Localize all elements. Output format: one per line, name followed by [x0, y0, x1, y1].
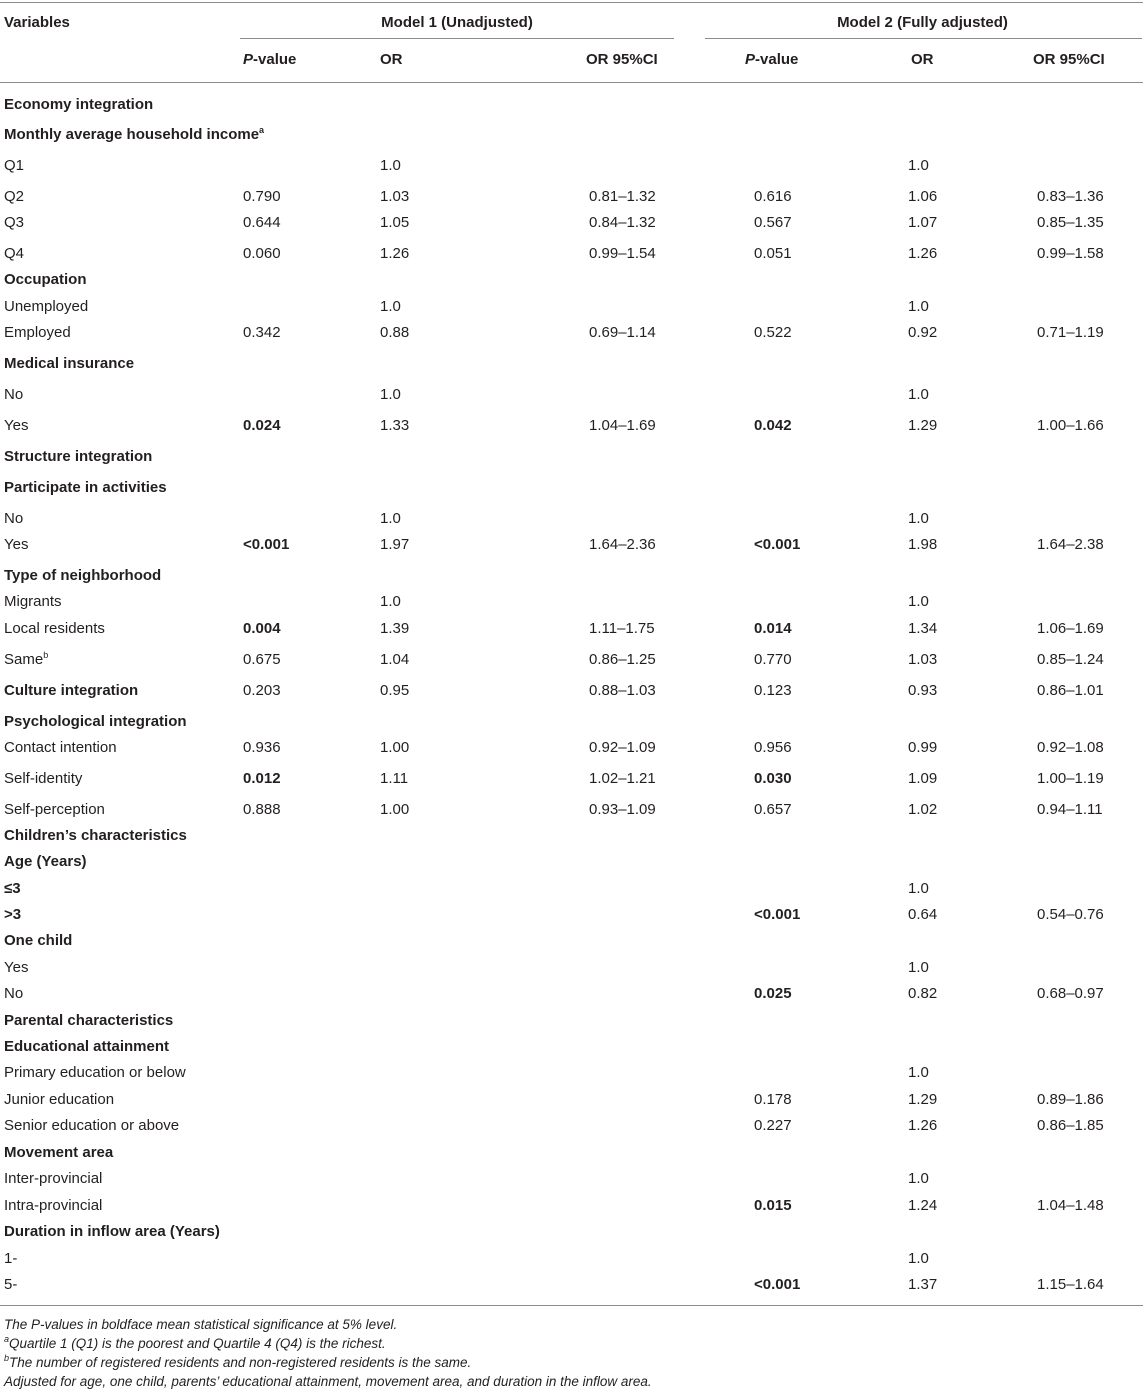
cell-p1: 0.024 — [243, 417, 281, 434]
cell-p1: 0.203 — [243, 682, 281, 699]
cell-or2: 1.0 — [908, 298, 929, 315]
cell-ci2: 0.71–1.19 — [1037, 324, 1104, 341]
row-label — [4, 1144, 113, 1162]
row-label-text: Q3 — [4, 214, 25, 231]
row-label — [4, 1276, 17, 1294]
cell-ci2: 0.86–1.01 — [1037, 682, 1104, 699]
cell-or2: 1.0 — [908, 880, 929, 897]
cell-p2: 0.042 — [754, 417, 792, 434]
model2-underline — [705, 38, 1142, 39]
row-label — [4, 651, 48, 669]
row-label-text: Occupation — [4, 271, 87, 288]
cell-or2: 0.64 — [908, 906, 938, 923]
cell-or1: 1.04 — [380, 651, 410, 668]
footnote-text: Quartile 1 (Q1) is the poorest and Quartile 4 (Q4) is the richest. — [9, 1336, 386, 1351]
cell-or2: 1.07 — [908, 214, 938, 231]
header-or2: OR — [911, 51, 934, 68]
p-italic: P — [745, 51, 756, 68]
row-label-text: No — [4, 386, 24, 403]
cell-or1: 1.0 — [380, 593, 401, 610]
footnote — [4, 1317, 397, 1333]
cell-or1: 1.39 — [380, 620, 410, 637]
cell-p1: 0.644 — [243, 214, 281, 231]
cell-or2: 1.03 — [908, 651, 938, 668]
cell-ci2: 1.00–1.19 — [1037, 770, 1104, 787]
header-ci1: OR 95%CI — [586, 51, 658, 68]
row-label-text: Q4 — [4, 245, 25, 262]
row-label — [4, 801, 105, 819]
header-p2 — [745, 51, 798, 69]
row-label-text: Yes — [4, 536, 29, 553]
row-label-text: Inter-provincial — [4, 1170, 103, 1187]
row-label — [4, 1197, 102, 1215]
cell-or2: 0.82 — [908, 985, 938, 1002]
bottom-rule — [0, 1305, 1143, 1306]
cell-or2: 1.26 — [908, 245, 938, 262]
cell-p2: 0.051 — [754, 245, 792, 262]
cell-p2: 0.616 — [754, 188, 792, 205]
row-label-text: Yes — [4, 417, 29, 434]
cell-p1: 0.675 — [243, 651, 281, 668]
row-label — [4, 853, 87, 871]
row-label — [4, 985, 23, 1003]
cell-or1: 1.0 — [380, 298, 401, 315]
cell-p2: 0.025 — [754, 985, 792, 1002]
cell-or2: 1.24 — [908, 1197, 938, 1214]
cell-or2: 1.29 — [908, 417, 938, 434]
header-ci2: OR 95%CI — [1033, 51, 1105, 68]
footnote-text: Adjusted for age, one child, parents’ educational attainment, movement area, and duration in the inflow area. — [4, 1374, 652, 1389]
cell-or2: 0.93 — [908, 682, 938, 699]
row-label — [4, 386, 23, 404]
row-label — [4, 245, 24, 263]
row-label — [4, 682, 138, 700]
cell-ci1: 0.92–1.09 — [589, 739, 656, 756]
cell-p1: 0.004 — [243, 620, 281, 637]
row-label-text: Psychological integration — [4, 713, 187, 730]
row-label-text: >3 — [4, 906, 22, 923]
cell-ci1: 0.88–1.03 — [589, 682, 656, 699]
row-label — [4, 355, 134, 373]
row-label — [4, 157, 24, 175]
cell-ci1: 1.64–2.36 — [589, 536, 656, 553]
footnote-marker: a — [259, 125, 265, 135]
cell-or1: 1.33 — [380, 417, 410, 434]
row-label-text: Duration in inflow area (Years) — [4, 1223, 220, 1240]
cell-ci1: 0.99–1.54 — [589, 245, 656, 262]
row-label — [4, 620, 105, 638]
row-label — [4, 1170, 102, 1188]
row-label-text: Age (Years) — [4, 853, 87, 870]
footnote-marker: b — [43, 650, 49, 660]
row-label-text: Participate in activities — [4, 479, 167, 496]
cell-or2: 1.0 — [908, 959, 929, 976]
header-model1: Model 1 (Unadjusted) — [381, 14, 533, 31]
cell-p1: 0.012 — [243, 770, 281, 787]
row-label — [4, 1250, 17, 1268]
row-label — [4, 1012, 173, 1030]
cell-or1: 1.00 — [380, 801, 410, 818]
row-label — [4, 448, 152, 466]
cell-p2: 0.567 — [754, 214, 792, 231]
row-label-text: Contact intention — [4, 739, 117, 756]
cell-or2: 1.0 — [908, 593, 929, 610]
row-label-text: One child — [4, 932, 73, 949]
cell-or1: 1.11 — [380, 770, 409, 787]
row-label — [4, 510, 23, 528]
cell-or1: 1.05 — [380, 214, 410, 231]
header-or1: OR — [380, 51, 403, 68]
row-label — [4, 880, 21, 898]
row-label — [4, 932, 72, 950]
cell-or2: 0.99 — [908, 739, 938, 756]
row-label — [4, 536, 28, 554]
row-label-text: Junior education — [4, 1091, 115, 1108]
cell-or2: 1.37 — [908, 1276, 938, 1293]
footnote-text: The P-values in boldface mean statistical significance at 5% level. — [4, 1317, 398, 1332]
row-label-text: No — [4, 510, 24, 527]
cell-or2: 0.92 — [908, 324, 938, 341]
footnote — [4, 1336, 386, 1352]
p-rest: -value — [253, 51, 297, 68]
row-label — [4, 479, 167, 497]
cell-ci2: 0.99–1.58 — [1037, 245, 1104, 262]
row-label-text: No — [4, 985, 24, 1002]
row-label-text: Medical insurance — [4, 355, 135, 372]
footnote-marker: b — [4, 1353, 10, 1363]
cell-ci1: 0.84–1.32 — [589, 214, 656, 231]
row-label-text: Structure integration — [4, 448, 153, 465]
cell-or2: 1.98 — [908, 536, 938, 553]
cell-or2: 1.0 — [908, 1064, 929, 1081]
cell-or2: 1.09 — [908, 770, 938, 787]
cell-ci1: 1.02–1.21 — [589, 770, 656, 787]
cell-or1: 1.26 — [380, 245, 410, 262]
row-label-text: Same — [4, 651, 44, 668]
cell-or2: 1.0 — [908, 157, 929, 174]
row-label-text: Monthly average household income — [4, 126, 260, 143]
row-label — [4, 324, 71, 342]
cell-ci1: 1.04–1.69 — [589, 417, 656, 434]
cell-p2: <0.001 — [754, 536, 801, 553]
header-rule — [0, 82, 1143, 83]
cell-ci2: 1.04–1.48 — [1037, 1197, 1104, 1214]
cell-p2: <0.001 — [754, 1276, 801, 1293]
cell-p2: <0.001 — [754, 906, 801, 923]
cell-p2: 0.227 — [754, 1117, 792, 1134]
row-label — [4, 188, 24, 206]
cell-ci2: 1.64–2.38 — [1037, 536, 1104, 553]
row-label — [4, 770, 82, 788]
row-label — [4, 96, 153, 114]
row-label — [4, 1091, 114, 1109]
cell-p2: 0.770 — [754, 651, 792, 668]
row-label-text: Economy integration — [4, 96, 154, 113]
p-rest: -value — [755, 51, 799, 68]
cell-p2: 0.015 — [754, 1197, 792, 1214]
row-label-text: Primary education or below — [4, 1064, 186, 1081]
row-label-text: Self-perception — [4, 801, 105, 818]
row-label-text: Local residents — [4, 620, 105, 637]
row-label-text: 5- — [4, 1276, 18, 1293]
row-label — [4, 739, 117, 757]
cell-p1: <0.001 — [243, 536, 290, 553]
cell-ci2: 0.83–1.36 — [1037, 188, 1104, 205]
row-label-text: Senior education or above — [4, 1117, 180, 1134]
row-label-text: Parental characteristics — [4, 1012, 174, 1029]
cell-p2: 0.030 — [754, 770, 792, 787]
row-label — [4, 959, 28, 977]
cell-p1: 0.888 — [243, 801, 281, 818]
footnote — [4, 1355, 471, 1371]
cell-p2: 0.657 — [754, 801, 792, 818]
cell-or1: 1.03 — [380, 188, 410, 205]
row-label — [4, 1064, 186, 1082]
footnote-marker: a — [4, 1334, 10, 1344]
row-label-text: Children’s characteristics — [4, 827, 187, 844]
cell-ci1: 0.86–1.25 — [589, 651, 656, 668]
cell-p1: 0.936 — [243, 739, 281, 756]
footnote-text: The number of registered residents and non-registered residents is the same. — [9, 1355, 472, 1370]
cell-or2: 1.0 — [908, 510, 929, 527]
cell-p2: 0.014 — [754, 620, 792, 637]
footnote — [4, 1374, 652, 1390]
cell-p2: 0.178 — [754, 1091, 792, 1108]
cell-or1: 1.0 — [380, 157, 401, 174]
cell-p1: 0.060 — [243, 245, 281, 262]
cell-ci2: 1.00–1.66 — [1037, 417, 1104, 434]
row-label-text: ≤3 — [4, 880, 21, 897]
header-p1 — [243, 51, 296, 69]
cell-ci2: 0.89–1.86 — [1037, 1091, 1104, 1108]
cell-p1: 0.342 — [243, 324, 281, 341]
row-label — [4, 1223, 220, 1241]
cell-or2: 1.0 — [908, 1170, 929, 1187]
row-label-text: Q1 — [4, 157, 25, 174]
row-label-text: Q2 — [4, 188, 25, 205]
cell-or2: 1.0 — [908, 1250, 929, 1267]
row-label-text: Employed — [4, 324, 71, 341]
row-label — [4, 906, 21, 924]
cell-ci2: 0.94–1.11 — [1037, 801, 1103, 818]
cell-p2: 0.522 — [754, 324, 792, 341]
row-label — [4, 1038, 169, 1056]
cell-p2: 0.123 — [754, 682, 792, 699]
cell-p2: 0.956 — [754, 739, 792, 756]
row-label-text: 1- — [4, 1250, 18, 1267]
row-label — [4, 214, 24, 232]
cell-or1: 1.0 — [380, 386, 401, 403]
cell-or2: 1.29 — [908, 1091, 938, 1108]
p-italic: P — [243, 51, 254, 68]
row-label-text: Unemployed — [4, 298, 89, 315]
cell-ci2: 0.68–0.97 — [1037, 985, 1104, 1002]
row-label — [4, 1117, 179, 1135]
row-label-text: Type of neighborhood — [4, 567, 162, 584]
row-label — [4, 567, 161, 585]
row-label-text: Educational attainment — [4, 1038, 170, 1055]
cell-or1: 0.95 — [380, 682, 410, 699]
row-label-text: Movement area — [4, 1144, 114, 1161]
row-label — [4, 126, 264, 144]
cell-or1: 0.88 — [380, 324, 410, 341]
cell-ci2: 0.86–1.85 — [1037, 1117, 1104, 1134]
row-label — [4, 593, 62, 611]
cell-or2: 1.02 — [908, 801, 938, 818]
cell-ci2: 0.54–0.76 — [1037, 906, 1104, 923]
header-model2: Model 2 (Fully adjusted) — [837, 14, 1008, 31]
cell-or2: 1.34 — [908, 620, 938, 637]
model1-underline — [240, 38, 674, 39]
row-label — [4, 298, 88, 316]
cell-or1: 1.97 — [380, 536, 410, 553]
top-rule — [0, 2, 1143, 3]
cell-or2: 1.26 — [908, 1117, 938, 1134]
cell-ci1: 0.69–1.14 — [589, 324, 656, 341]
row-label-text: Yes — [4, 959, 29, 976]
row-label — [4, 713, 187, 731]
cell-ci2: 0.85–1.24 — [1037, 651, 1104, 668]
cell-ci2: 1.15–1.64 — [1037, 1276, 1104, 1293]
row-label-text: Migrants — [4, 593, 62, 610]
header-variables: Variables — [4, 14, 70, 31]
cell-or1: 1.00 — [380, 739, 410, 756]
cell-p1: 0.790 — [243, 188, 281, 205]
cell-ci1: 0.81–1.32 — [589, 188, 656, 205]
cell-or2: 1.0 — [908, 386, 929, 403]
cell-ci1: 0.93–1.09 — [589, 801, 656, 818]
cell-ci1: 1.11–1.75 — [589, 620, 655, 637]
cell-or2: 1.06 — [908, 188, 938, 205]
row-label-text: Intra-provincial — [4, 1197, 103, 1214]
row-label — [4, 271, 87, 289]
row-label-text: Self-identity — [4, 770, 83, 787]
row-label — [4, 417, 28, 435]
cell-ci2: 0.85–1.35 — [1037, 214, 1104, 231]
row-label — [4, 827, 187, 845]
row-label-text: Culture integration — [4, 682, 139, 699]
cell-or1: 1.0 — [380, 510, 401, 527]
cell-ci2: 1.06–1.69 — [1037, 620, 1104, 637]
cell-ci2: 0.92–1.08 — [1037, 739, 1104, 756]
